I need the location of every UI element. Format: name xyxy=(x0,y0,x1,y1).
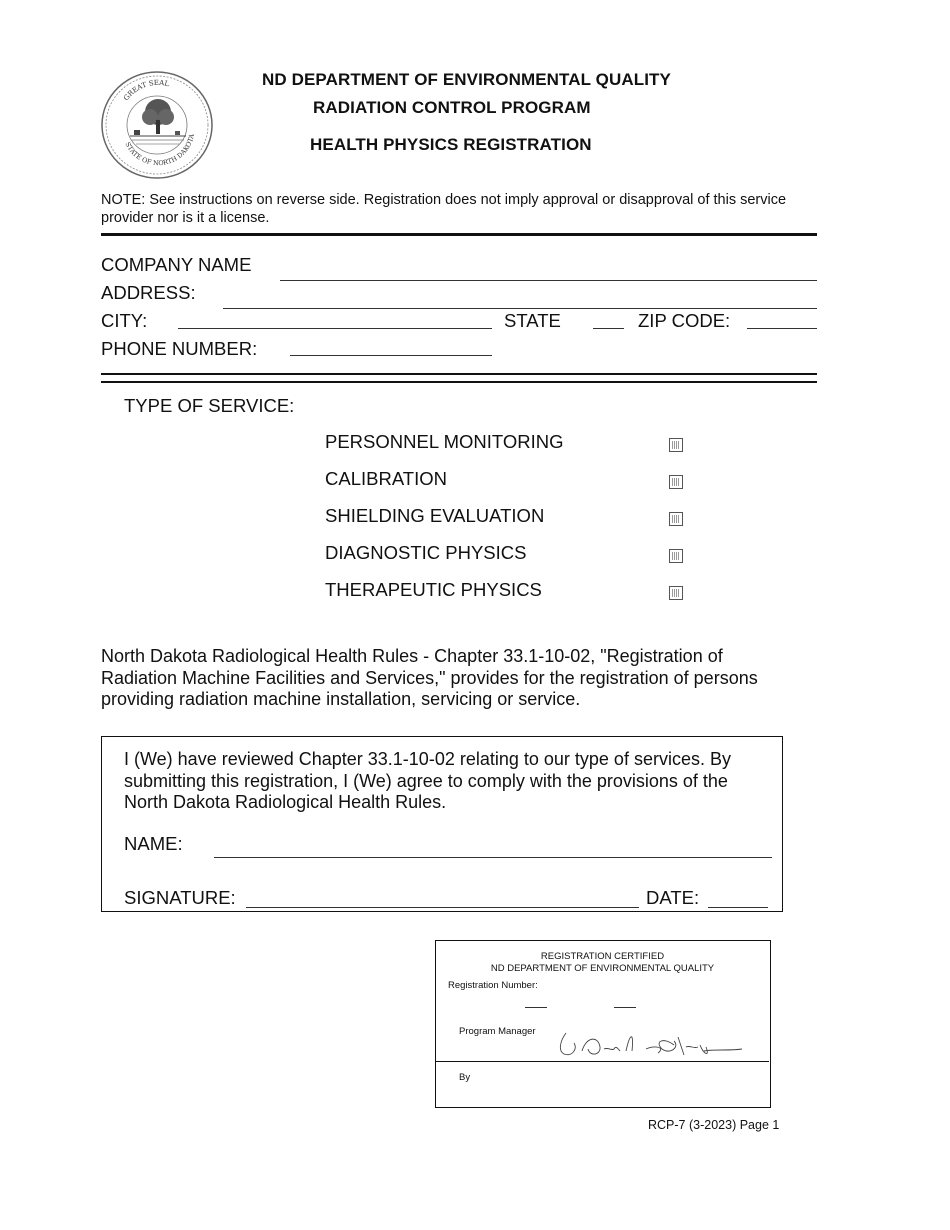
note-text: NOTE: See instructions on reverse side. Registration does not imply approval or disapproval of this service provider nor is it a license. xyxy=(101,192,787,226)
service-option-label: DIAGNOSTIC PHYSICS xyxy=(325,542,527,563)
diagnostic-physics-checkbox[interactable] xyxy=(669,549,683,563)
signature-input[interactable] xyxy=(246,907,639,908)
program-title: RADIATION CONTROL PROGRAM xyxy=(313,98,591,117)
service-option-label: CALIBRATION xyxy=(325,468,447,489)
svg-text:GREAT SEAL xyxy=(122,79,170,103)
zip-code-label: ZIP CODE: xyxy=(638,310,731,331)
name-input[interactable] xyxy=(214,857,772,858)
divider xyxy=(101,233,817,236)
city-label: CITY: xyxy=(101,310,148,331)
company-name-label: COMPANY NAME xyxy=(101,254,252,275)
by-label: By xyxy=(459,1072,471,1083)
date-label: DATE: xyxy=(646,887,700,908)
company-name-input[interactable] xyxy=(280,280,817,281)
address-label: ADDRESS: xyxy=(101,282,196,303)
office-title-line1: REGISTRATION CERTIFIED xyxy=(540,951,665,962)
department-title: ND DEPARTMENT OF ENVIRONMENTAL QUALITY xyxy=(262,70,671,89)
program-manager-label: Program Manager xyxy=(459,1026,536,1037)
zip-code-input[interactable] xyxy=(747,328,817,329)
calibration-checkbox[interactable] xyxy=(669,475,683,489)
personnel-monitoring-checkbox[interactable] xyxy=(669,438,683,452)
office-title-line2: ND DEPARTMENT OF ENVIRONMENTAL QUALITY xyxy=(490,963,715,974)
registration-number-field xyxy=(614,1007,636,1008)
service-option-label: THERAPEUTIC PHYSICS xyxy=(325,579,542,600)
service-option-label: SHIELDING EVALUATION xyxy=(325,505,545,526)
service-option-label: PERSONNEL MONITORING xyxy=(325,431,564,452)
divider xyxy=(101,381,817,383)
date-input[interactable] xyxy=(708,907,768,908)
state-seal xyxy=(100,70,214,180)
address-input[interactable] xyxy=(223,308,817,309)
city-input[interactable] xyxy=(178,328,492,329)
state-label: STATE xyxy=(504,310,561,331)
divider xyxy=(436,1061,769,1062)
registration-number-field xyxy=(525,1007,547,1008)
registration-number-label: Registration Number: xyxy=(448,980,538,991)
shielding-evaluation-checkbox[interactable] xyxy=(669,512,683,526)
phone-number-label: PHONE NUMBER: xyxy=(101,338,258,359)
phone-number-input[interactable] xyxy=(290,355,492,356)
svg-text:STATE OF NORTH DAKOTA xyxy=(123,133,196,167)
signature-label: SIGNATURE: xyxy=(124,887,236,908)
seal-text-top: GREAT SEAL xyxy=(122,78,170,103)
name-label: NAME: xyxy=(124,833,183,854)
certification-box xyxy=(101,736,783,912)
divider xyxy=(101,373,817,375)
form-title: HEALTH PHYSICS REGISTRATION xyxy=(310,135,592,154)
program-manager-signature xyxy=(554,1027,746,1061)
certification-statement: I (We) have reviewed Chapter 33.1-10-02 relating to our type of services. By submitting this registration, I (We) agree to comply with the provisions of the North Dakota Radiological Health Rules. xyxy=(124,749,731,812)
state-input[interactable] xyxy=(593,328,624,329)
office-use-box xyxy=(435,940,771,1108)
seal-text-bottom: STATE OF NORTH DAKOTA xyxy=(123,133,196,168)
therapeutic-physics-checkbox[interactable] xyxy=(669,586,683,600)
type-of-service-heading: TYPE OF SERVICE: xyxy=(124,395,295,416)
form-footer: RCP-7 (3-2023) Page 1 xyxy=(648,1118,780,1132)
rules-paragraph: North Dakota Radiological Health Rules - Chapter 33.1-10-02, "Registration of Radiation Machine Facilities and Services," provides for the registration of persons providing radiation machine installation, servicing or service. xyxy=(101,646,758,709)
